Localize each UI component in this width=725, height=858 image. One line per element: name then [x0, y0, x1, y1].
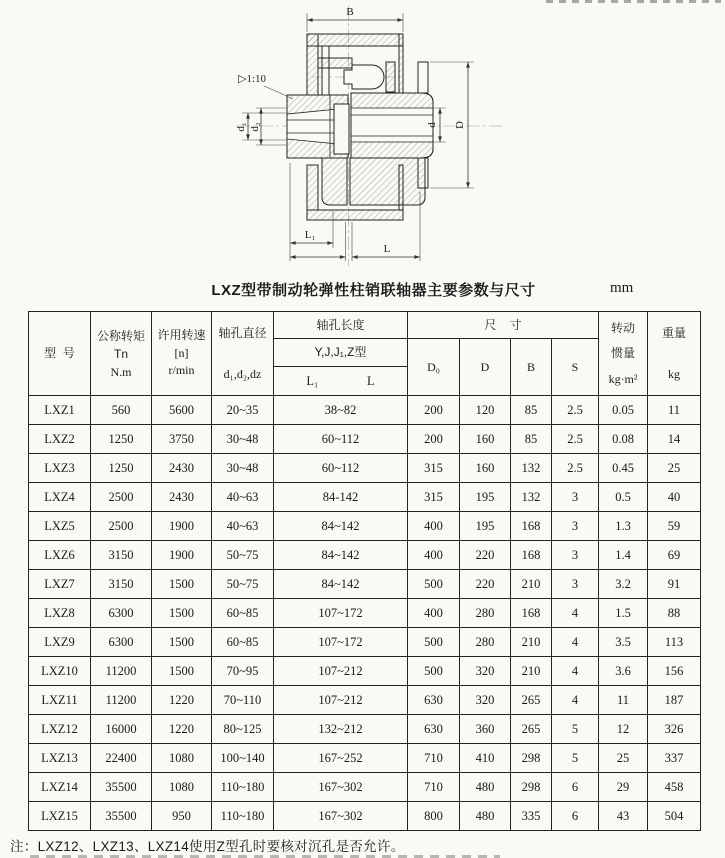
table-cell: 4 [552, 628, 599, 657]
table-cell: 3 [552, 541, 599, 570]
table-cell: 265 [511, 686, 552, 715]
header-line: 公称转矩Tn [96, 328, 145, 361]
table-cell: 60~85 [212, 628, 274, 657]
table-cell: 3 [552, 483, 599, 512]
table-cell: 20~35 [212, 396, 274, 425]
table-cell: LXZ15 [29, 802, 91, 831]
table-cell: LXZ12 [29, 715, 91, 744]
table-cell: 6300 [91, 628, 152, 657]
elastic-pin [344, 65, 384, 89]
table-cell: 107~172 [274, 628, 408, 657]
table-cell: 107~212 [274, 686, 408, 715]
table-row [29, 454, 701, 483]
col-header-model: 型 号 [29, 312, 91, 396]
header-line: 惯量 [611, 346, 636, 361]
col-header-inertia [599, 312, 648, 396]
col-header-B: B [511, 339, 552, 396]
table-cell: 120 [460, 396, 511, 425]
table-cell: LXZ14 [29, 773, 91, 802]
table-cell: 107~212 [274, 657, 408, 686]
table-cell: 326 [648, 715, 701, 744]
table-cell: 168 [511, 599, 552, 628]
taper-label: ▷1:10 [238, 73, 267, 85]
table-cell: 265 [511, 715, 552, 744]
table-cell: 4 [552, 686, 599, 715]
table-cell: 630 [408, 686, 460, 715]
table-cell: 60~112 [274, 425, 408, 454]
table-cell: 400 [408, 541, 460, 570]
table-cell: 38~82 [274, 396, 408, 425]
header-line: 重量 [662, 325, 687, 340]
table-cell: 3.5 [599, 628, 648, 657]
table-row [29, 483, 701, 512]
table-cell: 156 [648, 657, 701, 686]
header-line: r/min [168, 363, 195, 378]
table-cell: 11 [599, 686, 648, 715]
table-cell: 22400 [91, 744, 152, 773]
table-cell: 298 [511, 773, 552, 802]
col-header-dimensions: 尺 寸 [408, 312, 599, 339]
table-cell: 16000 [91, 715, 152, 744]
table-cell: 84-142 [274, 483, 408, 512]
table-cell: 168 [511, 541, 552, 570]
table-cell: 800 [408, 802, 460, 831]
header-line: d₁,d₂,dz [223, 366, 262, 381]
table-cell: 5600 [152, 396, 212, 425]
table-row [29, 657, 701, 686]
table-cell: 132 [511, 454, 552, 483]
table-cell: 480 [460, 802, 511, 831]
title-row [0, 279, 725, 299]
table-cell: 280 [460, 628, 511, 657]
table-cell: 195 [460, 483, 511, 512]
table-cell: 84~142 [274, 570, 408, 599]
table-cell: 35500 [91, 773, 152, 802]
table-cell: 500 [408, 657, 460, 686]
brake-wheel-lower [307, 158, 425, 220]
table-cell: 50~75 [212, 541, 274, 570]
dim-label-D: D [454, 121, 466, 129]
table-cell: LXZ1 [29, 396, 91, 425]
table-row [29, 715, 701, 744]
dim-B [307, 13, 403, 32]
table-cell: 70~95 [212, 657, 274, 686]
table-row [29, 599, 701, 628]
table-cell: 132 [511, 483, 552, 512]
taper-leader [264, 86, 293, 99]
table-body [29, 396, 701, 831]
table-row [29, 773, 701, 802]
table-cell: 560 [91, 396, 152, 425]
page-title: LXZ型带制动轮弹性柱销联轴器主要参数与尺寸 [211, 282, 536, 299]
table-cell: 2430 [152, 483, 212, 512]
table-cell: 1500 [152, 570, 212, 599]
footnote: 注：LXZ12、LXZ13、LXZ14使用Z型孔时要核对沉孔是否允许。 [10, 839, 405, 854]
dim-label-d1: d₁ [235, 122, 247, 132]
table-cell: 1.4 [599, 541, 648, 570]
table-cell: 88 [648, 599, 701, 628]
table-cell: 2500 [91, 483, 152, 512]
table-cell: 4 [552, 599, 599, 628]
table-cell: 3750 [152, 425, 212, 454]
table-cell: 630 [408, 715, 460, 744]
table-cell: 1080 [152, 744, 212, 773]
dim-label-L1: L₁ [304, 229, 316, 241]
table-cell: 3 [552, 570, 599, 599]
table-cell: 11200 [91, 686, 152, 715]
table-cell: 11200 [91, 657, 152, 686]
table-cell: 132~212 [274, 715, 408, 744]
table-row [29, 570, 701, 599]
table-cell: 3.2 [599, 570, 648, 599]
table-cell: 1.5 [599, 599, 648, 628]
table-cell: 84~142 [274, 512, 408, 541]
table-cell: 1220 [152, 715, 212, 744]
table-cell: 337 [648, 744, 701, 773]
table-cell: 315 [408, 483, 460, 512]
table-cell: 315 [408, 454, 460, 483]
table-cell: 85 [511, 425, 552, 454]
table-cell: 1.3 [599, 512, 648, 541]
table-row [29, 686, 701, 715]
col-header-speed [152, 312, 212, 396]
table-cell: 710 [408, 744, 460, 773]
table-cell: 60~112 [274, 454, 408, 483]
table-cell: 60~85 [212, 599, 274, 628]
table-cell: 59 [648, 512, 701, 541]
table-cell: 160 [460, 454, 511, 483]
table-cell: 4 [552, 657, 599, 686]
table-cell: 2430 [152, 454, 212, 483]
pin-column [334, 104, 349, 154]
header-line: kg [668, 366, 681, 381]
table-cell: 500 [408, 628, 460, 657]
table-cell: 200 [408, 396, 460, 425]
table-cell: 12 [599, 715, 648, 744]
col-header-D0: D₀ [408, 339, 460, 396]
table-cell: 1080 [152, 773, 212, 802]
table-cell: LXZ6 [29, 541, 91, 570]
header-L1: L₁ [306, 373, 319, 388]
table-cell: 29 [599, 773, 648, 802]
table-cell: 11 [648, 396, 701, 425]
table-cell: 0.08 [599, 425, 648, 454]
table-cell: 40 [648, 483, 701, 512]
table-row [29, 744, 701, 773]
table-cell: 187 [648, 686, 701, 715]
table-cell: LXZ8 [29, 599, 91, 628]
header-line: 转动 [611, 320, 636, 335]
table-cell: 1900 [152, 541, 212, 570]
table-cell: 710 [408, 773, 460, 802]
table-cell: LXZ3 [29, 454, 91, 483]
table-cell: 400 [408, 599, 460, 628]
table-cell: 100~140 [212, 744, 274, 773]
col-header-weight [648, 312, 701, 396]
header-line: [n] [174, 345, 189, 360]
table-cell: 85 [511, 396, 552, 425]
table-cell: LXZ9 [29, 628, 91, 657]
table-cell: 210 [511, 570, 552, 599]
header-line: kg·m² [608, 371, 638, 386]
table-cell: 40~63 [212, 483, 274, 512]
table-cell: 70~110 [212, 686, 274, 715]
table-cell: 167~302 [274, 802, 408, 831]
table-cell: 3.6 [599, 657, 648, 686]
table-cell: LXZ5 [29, 512, 91, 541]
table-row [29, 541, 701, 570]
table-row [29, 802, 701, 831]
table-cell: 6300 [91, 599, 152, 628]
table-cell: 43 [599, 802, 648, 831]
table-cell: LXZ4 [29, 483, 91, 512]
table-cell: 1900 [152, 512, 212, 541]
coupling-section-drawing [0, 0, 725, 272]
table-cell: 298 [511, 744, 552, 773]
table-cell: 3150 [91, 570, 152, 599]
table-cell: 1250 [91, 425, 152, 454]
table-cell: LXZ7 [29, 570, 91, 599]
col-header-bore-diameter [212, 312, 274, 396]
unit-label: mm [610, 280, 634, 296]
parameter-table [28, 311, 701, 831]
table-cell: LXZ13 [29, 744, 91, 773]
table-cell: 320 [460, 657, 511, 686]
table-cell: 40~63 [212, 512, 274, 541]
dim-label-L: L [383, 243, 391, 255]
table-cell: 167~252 [274, 744, 408, 773]
table-cell: 35500 [91, 802, 152, 831]
table-cell: 0.05 [599, 396, 648, 425]
table-cell: 25 [648, 454, 701, 483]
table-cell: 14 [648, 425, 701, 454]
table-row [29, 512, 701, 541]
header-line: 许用转速 [157, 328, 206, 343]
table-cell: 84~142 [274, 541, 408, 570]
table-cell: 335 [511, 802, 552, 831]
table-cell: 210 [511, 657, 552, 686]
table-cell: 1500 [152, 599, 212, 628]
table-row [29, 396, 701, 425]
table-cell: 5 [552, 744, 599, 773]
table-cell: 220 [460, 570, 511, 599]
table-cell: LXZ2 [29, 425, 91, 454]
table-cell: 1250 [91, 454, 152, 483]
table-cell: 0.5 [599, 483, 648, 512]
table-cell: 0.45 [599, 454, 648, 483]
table-row [29, 628, 701, 657]
table-cell: 69 [648, 541, 701, 570]
col-header-bore-length: 轴孔长度 [274, 312, 408, 339]
table-header [29, 312, 701, 396]
table-cell: 113 [648, 628, 701, 657]
table-cell: 195 [460, 512, 511, 541]
table-cell: 3 [552, 512, 599, 541]
col-header-D: D [460, 339, 511, 396]
table-cell: LXZ11 [29, 686, 91, 715]
header-line: N.m [110, 364, 132, 379]
table-cell: 220 [460, 541, 511, 570]
table-cell: 80~125 [212, 715, 274, 744]
table-cell: 280 [460, 599, 511, 628]
table-cell: 30~48 [212, 454, 274, 483]
col-header-bore-types: Y,J,J₁,Z型 [274, 339, 408, 367]
dim-label-d: d [426, 122, 438, 128]
table-cell: 50~75 [212, 570, 274, 599]
table-cell: 2.5 [552, 396, 599, 425]
table-cell: 110~180 [212, 802, 274, 831]
table-cell: 458 [648, 773, 701, 802]
table-cell: 1500 [152, 657, 212, 686]
dim-label-B: B [346, 6, 354, 18]
table-cell: 2.5 [552, 425, 599, 454]
table-cell: 320 [460, 686, 511, 715]
table-cell: 30~48 [212, 425, 274, 454]
table-cell: 400 [408, 512, 460, 541]
table-cell: 168 [511, 512, 552, 541]
table-cell: 950 [152, 802, 212, 831]
table-cell: 480 [460, 773, 511, 802]
dim-label-d2: d₂ [249, 122, 261, 132]
table-cell: 110~180 [212, 773, 274, 802]
col-header-torque [91, 312, 152, 396]
table-cell: 167~302 [274, 773, 408, 802]
table-cell: 200 [408, 425, 460, 454]
table-cell: 25 [599, 744, 648, 773]
table-cell: 504 [648, 802, 701, 831]
table-cell: 500 [408, 570, 460, 599]
table-cell: 2500 [91, 512, 152, 541]
table-cell: 1220 [152, 686, 212, 715]
table-cell: 360 [460, 715, 511, 744]
table-cell: 3150 [91, 541, 152, 570]
table-cell: 2.5 [552, 454, 599, 483]
table-cell: 160 [460, 425, 511, 454]
table-cell: 107~172 [274, 599, 408, 628]
table-cell: 5 [552, 715, 599, 744]
table-cell: 6 [552, 773, 599, 802]
table-cell: LXZ10 [29, 657, 91, 686]
header-line: 轴孔直径 [218, 325, 267, 340]
table-cell: 1500 [152, 628, 212, 657]
table-cell: 210 [511, 628, 552, 657]
table-row [29, 425, 701, 454]
col-header-L1-L [274, 367, 408, 396]
col-header-S: S [552, 339, 599, 396]
table-cell: 91 [648, 570, 701, 599]
table-cell: 6 [552, 802, 599, 831]
header-L: L [367, 373, 375, 388]
table-cell: 410 [460, 744, 511, 773]
